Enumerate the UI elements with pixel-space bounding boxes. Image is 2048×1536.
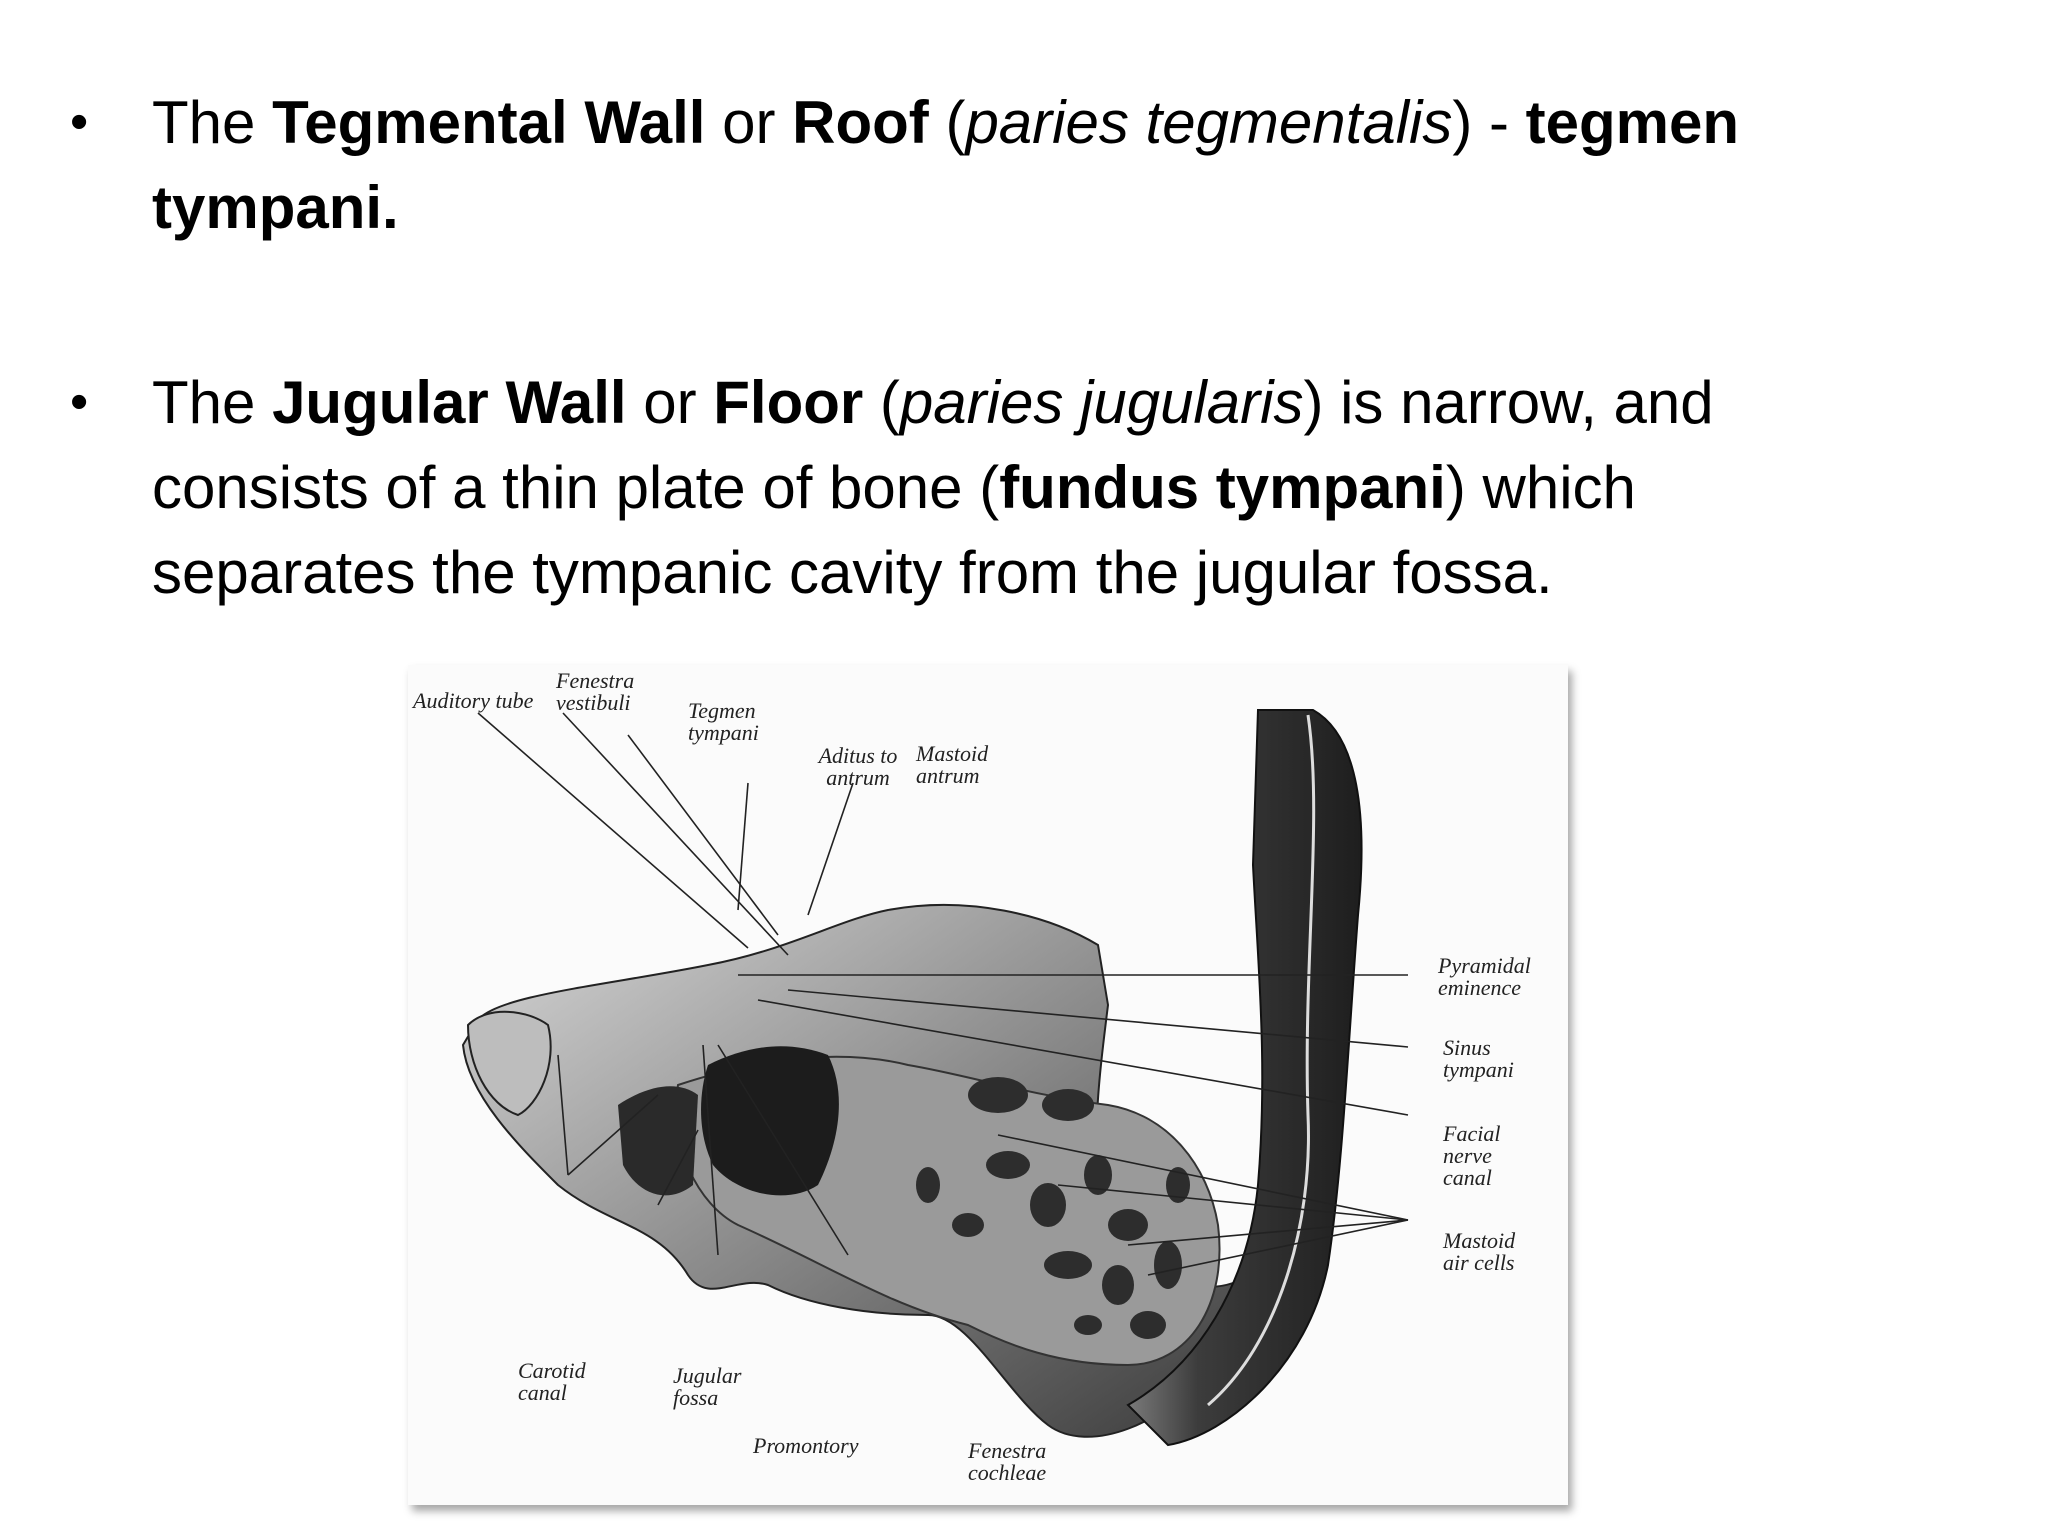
label-promontory: Promontory — [753, 1433, 859, 1458]
bullet-marker: • — [70, 373, 89, 431]
anatomy-illustration — [408, 665, 1568, 1505]
label-auditory-tube: Auditory tube — [413, 688, 534, 713]
tympanic-cavity — [701, 1046, 839, 1195]
text-run: ( — [928, 89, 966, 156]
label-sinus-tympani: Sinus tympani — [1443, 1035, 1514, 1082]
term-floor: Floor — [713, 369, 864, 436]
text-run: The — [152, 89, 273, 156]
text-run: ) is narrow, and consists of a thin plate of bone ( — [152, 369, 1714, 521]
text-run: ) - — [1452, 89, 1526, 156]
text-run: The — [152, 369, 273, 436]
bullet-tegmental-wall — [60, 80, 1900, 250]
bullet-marker: • — [70, 93, 89, 151]
term-tegmen-tympani: tegmen tympani. — [152, 89, 1740, 241]
bullet-text — [152, 80, 1872, 250]
term-jugular-wall: Jugular Wall — [272, 369, 627, 436]
bullet-text — [152, 360, 1872, 615]
label-fenestra-vestibuli: Fenestra vestibuli — [556, 668, 635, 715]
label-mastoid-air-cells: Mastoid air cells — [1443, 1228, 1516, 1275]
term-tegmental-wall: Tegmental Wall — [272, 89, 706, 156]
latin-term: paries tegmentalis — [965, 89, 1453, 156]
latin-term: paries jugularis — [899, 369, 1304, 436]
bullet-jugular-wall — [60, 360, 1900, 615]
label-jugular-fossa: Jugular fossa — [673, 1363, 742, 1410]
label-facial-nerve-canal: Facial nerve canal — [1443, 1121, 1501, 1190]
text-run: ( — [863, 369, 900, 436]
label-fenestra-cochleae: Fenestra cochleae — [968, 1438, 1047, 1485]
label-mastoid-antrum: Mastoid antrum — [916, 741, 989, 788]
label-carotid-canal: Carotid canal — [518, 1358, 586, 1405]
term-roof: Roof — [792, 89, 929, 156]
label-aditus-to-antrum: Aditus to antrum — [818, 743, 898, 790]
text-run: or — [705, 89, 793, 156]
label-pyramidal-eminence: Pyramidal eminence — [1438, 953, 1531, 1000]
text-run: or — [626, 369, 714, 436]
label-tegmen-tympani: Tegmen tympani — [688, 698, 759, 745]
text-run: ) which separates the tympanic cavity from the jugular fossa. — [152, 454, 1636, 606]
term-fundus-tympani: fundus tympani — [999, 454, 1446, 521]
